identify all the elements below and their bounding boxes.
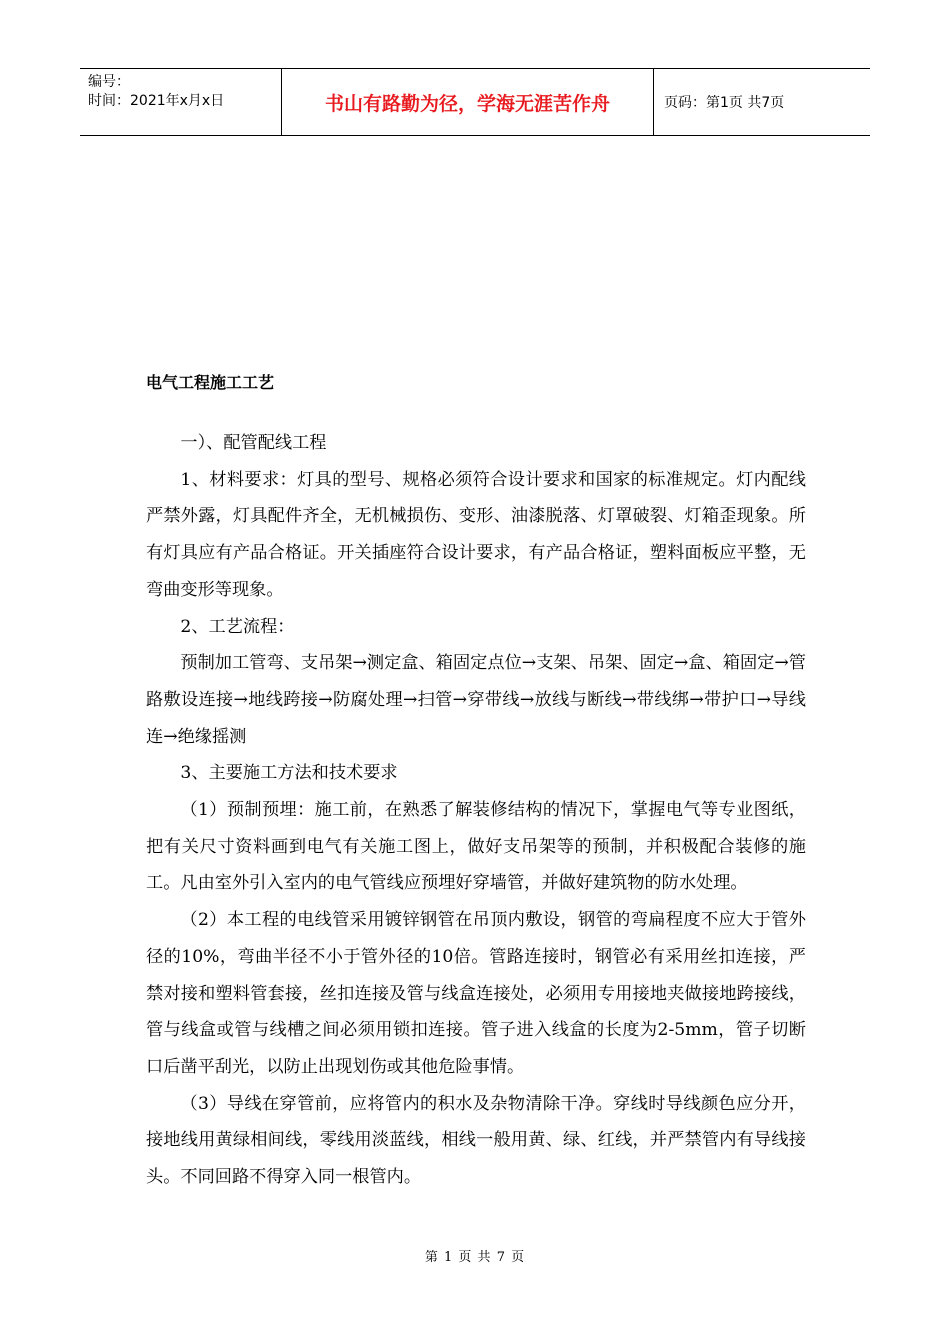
header-motto <box>282 69 654 135</box>
paragraph-methods-heading: 3、主要施工方法和技术要求 <box>180 763 398 784</box>
document-body <box>146 425 806 1196</box>
page-info-text: 页码：第1页 共7页 <box>664 95 785 111</box>
section-heading: 一）、配管配线工程 <box>180 433 327 453</box>
motto-text: 书山有路勤为径，学海无涯苦作舟 <box>324 92 610 115</box>
paragraph-wiring: （3）导线在穿管前，应将管内的积水及杂物清除干净。穿线时导线颜色应分开，接地线用黄绿相间线，零线用淡蓝线，相线一般用黄、绿、红线，并严禁管内有导线接头。不同回路不得穿入同一根管内。 <box>146 1093 806 1188</box>
document-number-label: 编号： <box>88 74 130 90</box>
page-header <box>80 68 870 136</box>
paragraph-process-heading: 2、工艺流程： <box>180 616 295 637</box>
header-meta <box>80 69 282 135</box>
page-footer: 第 1 页 共 7 页 <box>424 1250 526 1265</box>
paragraph-material-requirements: 1、材料要求：灯具的型号、规格必须符合设计要求和国家的标准规定。灯内配线严禁外露，灯具配件齐全，无机械损伤、变形、油漆脱落、灯罩破裂、灯箱歪现象。所有灯具应有产品合格证。开关插座符合设计要求，有产品合格证，塑料面板应平整，无弯曲变形等现象。 <box>146 469 806 600</box>
document-date-label: 时间：2021年x月x日 <box>88 93 225 109</box>
paragraph-prefabrication: （1）预制预埋：施工前，在熟悉了解装修结构的情况下，掌握电气等专业图纸，把有关尺寸资料画到电气有关施工图上，做好支吊架等的预制，并积极配合装修的施工。凡由室外引入室内的电气管线应预埋好穿墙管，并做好建筑物的防水处理。 <box>146 800 806 894</box>
paragraph-process-flow: 预制加工管弯、支吊架→测定盒、箱固定点位→支架、吊架、固定→盒、箱固定→管路敷设连接→地线跨接→防腐处理→扫管→穿带线→放线与断线→带线绑→带护口→导线连→绝缘摇测 <box>146 653 806 747</box>
document-title: 电气工程施工工艺 <box>146 373 275 392</box>
paragraph-conduit: （2）本工程的电线管采用镀锌钢管在吊顶内敷设，钢管的弯扁程度不应大于管外径的10%，弯曲半径不小于管外径的10倍。管路连接时，钢管必有采用丝扣连接，严禁对接和塑料管套接，丝扣连接及管与线盒连接处，必须用专用接地夹做接地跨接线，管与线盒或管与线槽之间必须用锁扣连接。管子进入线盒的长度为2-5mm，管子切断口后凿平刮光，以防止出现划伤或其他危险事情。 <box>146 910 806 1077</box>
header-page-info <box>654 69 870 135</box>
